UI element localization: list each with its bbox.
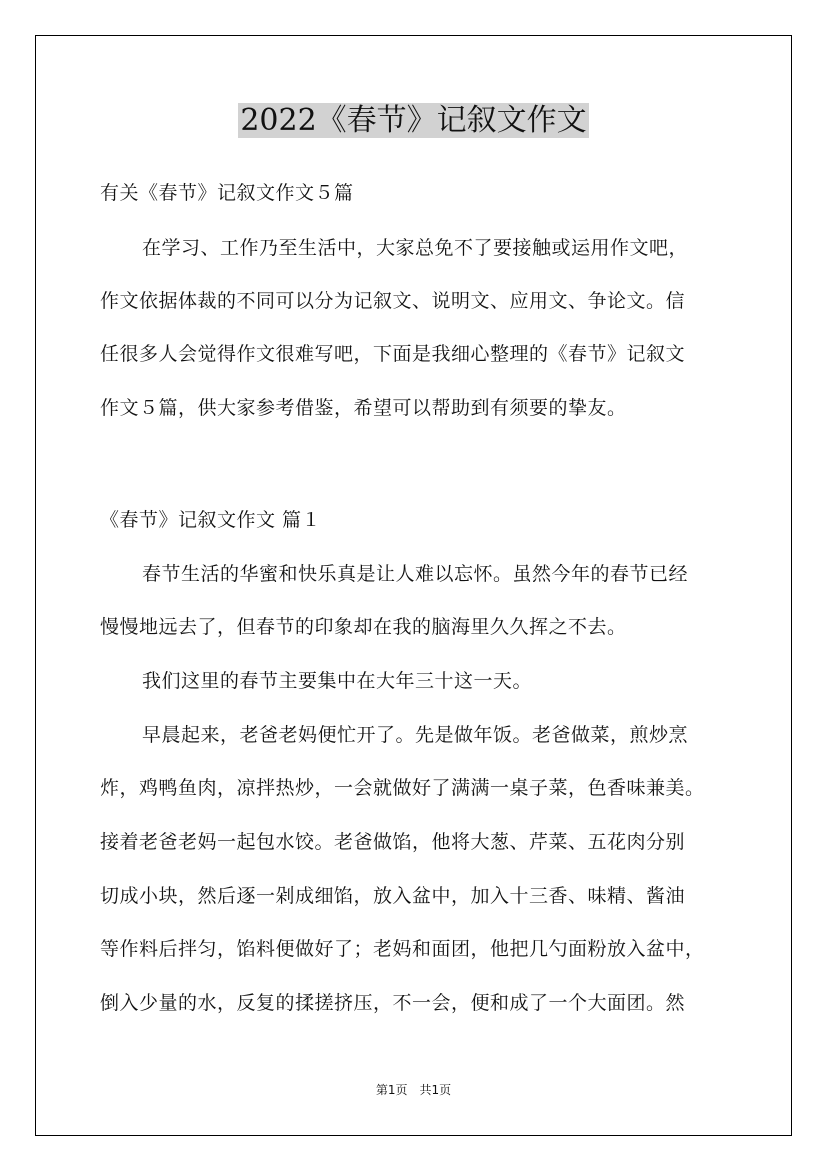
- body-line: 等作料后拌匀，馅料便做好了；老妈和面团，他把几勺面粉放入盆中，: [100, 938, 705, 960]
- body-line: 倒入少量的水，反复的揉搓挤压，不一会，便和成了一个大面团。然: [100, 992, 686, 1014]
- intro-line: 在学习、工作乃至生活中，大家总免不了要接触或运用作文吧，: [142, 237, 689, 259]
- body-line: 早晨起来，老爸老妈便忙开了。先是做年饭。老爸做菜，煎炒烹: [142, 724, 689, 746]
- body-line: 接着老爸老妈一起包水饺。老爸做馅，他将大葱、芹菜、五花肉分别: [100, 831, 686, 853]
- body-line: 春节生活的华蜜和快乐真是让人难以忘怀。虽然今年的春节已经: [142, 563, 689, 585]
- document-subtitle: 有关《春节》记叙文作文５篇: [100, 182, 354, 204]
- intro-line: 作文５篇，供大家参考借鉴，希望可以帮助到有须要的挚友。: [100, 397, 627, 419]
- document-title-text: 2022《春节》记叙文作文: [240, 103, 587, 138]
- intro-line: 作文依据体裁的不同可以分为记叙文、说明文、应用文、争论文。信: [100, 290, 686, 312]
- body-line: 炸，鸡鸭鱼肉，凉拌热炒，一会就做好了满满一桌子菜，色香味兼美。: [100, 777, 705, 799]
- section-heading: 《春节》记叙文作文 篇１: [100, 509, 322, 531]
- body-line: 慢慢地远去了，但春节的印象却在我的脑海里久久挥之不去。: [100, 616, 627, 638]
- document-title: [0, 100, 827, 142]
- body-line: 我们这里的春节主要集中在大年三十这一天。: [142, 670, 533, 692]
- body-line: 切成小块，然后逐一剁成细馅，放入盆中，加入十三香、味精、酱油: [100, 885, 686, 907]
- page-footer: 第1页 共1页: [375, 1083, 452, 1097]
- intro-line: 任很多人会觉得作文很难写吧，下面是我细心整理的《春节》记叙文: [100, 343, 686, 365]
